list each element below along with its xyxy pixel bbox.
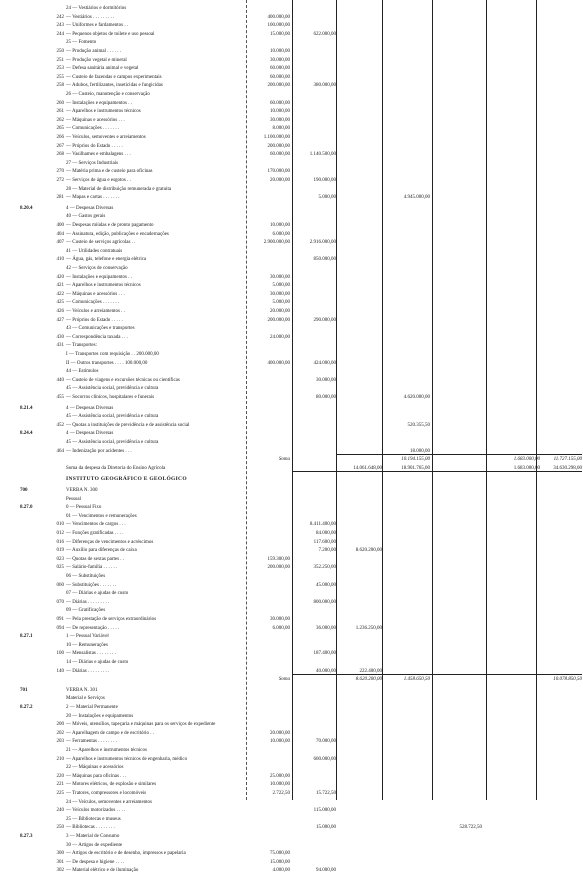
item-description: 10 — Remunerações bbox=[66, 642, 108, 648]
classification-code: 8.27.2 bbox=[20, 705, 33, 710]
value-col-2: 36.000,00 bbox=[316, 625, 336, 631]
value-col-1: 200.000,00 bbox=[267, 83, 290, 89]
item-description: — Ferramentas . . . . . . . . bbox=[66, 739, 117, 745]
item-number: 420 bbox=[56, 274, 64, 280]
item-description: — De despesa e higiene . . . . bbox=[66, 859, 125, 865]
value-col-4: 1.458.650,50 bbox=[403, 677, 430, 683]
item-description: — Assinatura, edição, publicações e encadernações bbox=[66, 231, 169, 237]
item-number: 070 bbox=[56, 599, 64, 605]
item-description: — Material elétrico e de iluminação bbox=[66, 868, 139, 874]
value-col-7: 11.727.155,00 bbox=[553, 457, 582, 463]
value-col-2: 850.000,00 bbox=[313, 257, 336, 263]
item-description: 21 — Aparelhos e instrumentos técnicos bbox=[66, 748, 147, 753]
item-number: 265 bbox=[56, 126, 64, 132]
value-col-1: 15.000,00 bbox=[270, 859, 290, 865]
item-description: — Uniformes e fardamentos . . bbox=[66, 23, 129, 29]
item-description: — Produção vegetal e mineral bbox=[66, 57, 127, 63]
value-col-2: 800.000,00 bbox=[313, 599, 336, 605]
item-description: — Comunicações . . . . . . . bbox=[66, 126, 120, 132]
soma-label: Soma bbox=[278, 677, 290, 683]
item-number: 455 bbox=[56, 395, 64, 400]
value-col-2: 15.000,00 bbox=[316, 825, 336, 831]
item-number: 094 bbox=[56, 625, 64, 631]
value-col-2: 30.000,00 bbox=[316, 377, 336, 383]
value-col-1: 15.000,00 bbox=[270, 31, 290, 37]
item-description: — Aparelhos e instrumentos técnicos bbox=[66, 283, 141, 289]
item-description: 25 — Bibliotecas e museus bbox=[66, 816, 121, 822]
value-col-4: 520.355,50 bbox=[407, 422, 430, 428]
classification-code: 8.21.4 bbox=[20, 405, 33, 411]
item-description: Soma da despesa da Diretoria do Ensino Agrícola bbox=[66, 465, 166, 471]
value-col-4: 4.620.000,00 bbox=[403, 395, 430, 400]
value-col-1: 10.000,00 bbox=[270, 223, 290, 228]
value-col-1: 20.000,00 bbox=[270, 730, 290, 736]
item-number: 421 bbox=[56, 283, 64, 289]
item-description: 2 — Material Permanente bbox=[66, 705, 118, 710]
item-description: — Artigos de escritório e de desenho, impressos e papelaria bbox=[66, 851, 186, 857]
classification-code: 701 bbox=[20, 687, 28, 693]
value-col-7: 10.078.850,50 bbox=[553, 677, 582, 683]
item-description: 4 — Despesas Diversas bbox=[66, 405, 114, 411]
value-col-2: 15.722,50 bbox=[316, 791, 336, 796]
value-col-1: 159.300,00 bbox=[267, 556, 290, 562]
item-number: 272 bbox=[56, 178, 64, 183]
item-description: VERBA N. 300 bbox=[66, 488, 98, 493]
item-number: 010 bbox=[56, 522, 64, 528]
item-description: — Máquinas para oficinas . . . bbox=[66, 773, 127, 779]
item-description: 45 — Assistência social, previdência e cultura bbox=[66, 386, 159, 392]
item-number: 427 bbox=[56, 317, 64, 323]
item-number: 255 bbox=[56, 74, 64, 80]
value-col-1: 2.900.000,00 bbox=[263, 240, 290, 246]
value-col-2: 5.000,00 bbox=[318, 195, 336, 201]
item-number: 266 bbox=[56, 135, 64, 140]
item-description: 26 — Custeio, manutenção e conservação bbox=[66, 92, 150, 97]
item-description: 28 — Material de distribuição remunerada e gratuita bbox=[66, 186, 172, 192]
item-description: — Diferenças de vencimentos e acréscimos bbox=[66, 539, 154, 545]
value-col-1: 2.722,50 bbox=[272, 791, 290, 796]
ledger-line bbox=[0, 475, 583, 484]
value-col-1: 30.000,00 bbox=[270, 274, 290, 280]
item-number: 430 bbox=[56, 334, 64, 340]
item-number: 400 bbox=[56, 223, 64, 228]
double-rule bbox=[292, 471, 582, 472]
value-col-2: 380.000,00 bbox=[313, 83, 336, 89]
item-description: — Veículos motorizados . . . . bbox=[66, 808, 126, 814]
value-col-1: 30.000,00 bbox=[270, 57, 290, 63]
ledger-line bbox=[0, 675, 583, 684]
classification-code: 8.27.0 bbox=[20, 505, 33, 511]
item-description: — Adubos, fertilizantes, inseticidas e fungicidas bbox=[66, 83, 163, 89]
item-description: INSTITUTO GEOGRÁFICO E GEOLÓGICO bbox=[66, 476, 187, 483]
item-description: — Próprios do Estado . . . . . bbox=[66, 317, 123, 323]
value-col-1: 400.000,00 bbox=[267, 360, 290, 366]
value-col-1: 10.000,00 bbox=[270, 739, 290, 745]
value-col-3: 8.620.200,00 bbox=[355, 548, 382, 554]
item-description: — Substituições . . . . . . . bbox=[66, 582, 117, 588]
item-number: 250 bbox=[56, 825, 64, 831]
value-col-2: 84.000,00 bbox=[316, 531, 336, 536]
value-col-4: 4.945.000,00 bbox=[403, 195, 430, 201]
item-description: — Despesas miúdas e de pronto pagamento bbox=[66, 223, 154, 228]
item-number: 262 bbox=[56, 117, 64, 123]
value-col-6: 1.683.000,00 bbox=[513, 457, 540, 463]
item-number: 260 bbox=[56, 100, 64, 106]
value-col-4: 10.194.155,00 bbox=[401, 457, 430, 463]
item-description: 27 — Serviços Industriais bbox=[66, 160, 119, 166]
value-col-2: 70.000,00 bbox=[316, 739, 336, 745]
item-description: — Salário-família . . . . . . bbox=[66, 565, 118, 571]
value-col-3: 222.400,00 bbox=[359, 668, 382, 674]
item-number: 242 bbox=[56, 14, 64, 20]
item-description: — Custeio de viagens e excursões técnicas ou científicas bbox=[66, 377, 180, 383]
value-col-1: 75.000,00 bbox=[270, 851, 290, 857]
ledger-line bbox=[0, 866, 583, 875]
item-number: 250 bbox=[56, 49, 64, 54]
value-col-1: 10.000,00 bbox=[270, 109, 290, 115]
item-number: 251 bbox=[56, 57, 64, 63]
item-description: — Aparelhos e instrumentos técnicos bbox=[66, 109, 141, 115]
classification-code: 8.20.4 bbox=[20, 205, 33, 211]
value-col-3: 14.061.648,00 bbox=[353, 465, 382, 471]
item-description: — Veículos, semoventes e arreiamentos bbox=[66, 135, 146, 140]
item-number: 016 bbox=[56, 539, 64, 545]
value-col-1: 10.000,00 bbox=[270, 49, 290, 54]
item-description: — Vasilhames e embalagens . . . bbox=[66, 152, 131, 158]
value-col-1: 5.000,00 bbox=[272, 283, 290, 289]
value-col-1: 100.000,00 bbox=[267, 23, 290, 29]
value-col-2: 1.140.500,00 bbox=[309, 152, 336, 158]
item-description: I — Transportes com requisição . . 200.000,00 bbox=[66, 352, 159, 357]
item-number: 267 bbox=[56, 143, 64, 149]
item-description: 4 — Despesas Diversas bbox=[66, 205, 114, 211]
value-col-1: 30.000,00 bbox=[270, 117, 290, 123]
item-number: 300 bbox=[56, 851, 64, 857]
item-description: — Máquinas e acessórios . . . bbox=[66, 291, 125, 297]
item-description: 0 — Pessoal Fixo bbox=[66, 505, 102, 511]
item-description: — Auxílio para diferenças de caixa bbox=[66, 548, 137, 554]
item-number: 404 bbox=[56, 231, 64, 237]
item-number: 243 bbox=[56, 23, 64, 29]
item-number: 200 bbox=[56, 722, 64, 728]
item-number: 440 bbox=[56, 377, 64, 383]
value-col-2: 622.000,00 bbox=[313, 31, 336, 37]
item-description: — Indenização por acidentes . . . bbox=[66, 448, 132, 454]
value-col-4: 18.000,00 bbox=[410, 448, 430, 454]
item-number: 464 bbox=[56, 448, 64, 454]
value-col-1: 6.000,00 bbox=[272, 231, 290, 237]
item-description: 1 — Pessoal Variável bbox=[66, 634, 109, 640]
item-description: 42 — Serviços de conservação bbox=[66, 266, 128, 271]
value-col-2: 2.916.000,00 bbox=[309, 240, 336, 246]
item-description: 30 — Artigos de expediente bbox=[66, 842, 123, 848]
item-number: 407 bbox=[56, 240, 64, 246]
item-number: 281 bbox=[56, 195, 64, 201]
item-description: — Bibliotecas . . . . . . . . bbox=[66, 825, 115, 831]
item-description: — Correspondência taxada . . . bbox=[66, 334, 128, 340]
value-col-1: 10.000,00 bbox=[270, 782, 290, 788]
item-number: 100 bbox=[56, 651, 64, 657]
value-col-7: 34.630.298,00 bbox=[553, 465, 582, 471]
item-description: — Serviços de água e esgotos . . bbox=[66, 178, 131, 183]
value-col-1: 60.000,00 bbox=[270, 100, 290, 106]
item-description: 01 — Vencimentos e remunerações bbox=[66, 513, 137, 519]
item-description: 06 — Substituições bbox=[66, 574, 106, 579]
classification-code: 700 bbox=[20, 488, 28, 493]
item-description: — Defesa sanitária animal e vegetal bbox=[66, 66, 139, 72]
item-description: — Vestiários . . . . . . . . . bbox=[66, 14, 115, 20]
item-description: — Diárias . . . . . . . . . bbox=[66, 668, 110, 674]
item-description: 20 — Instalações e equipamentos bbox=[66, 713, 134, 719]
item-number: 302 bbox=[56, 868, 64, 874]
item-description: — Aparelhagem de campo e de escritório . . bbox=[66, 730, 155, 736]
item-description: — Máquinas e acessórios . . . bbox=[66, 117, 125, 123]
value-col-2: 290.000,00 bbox=[313, 317, 336, 323]
value-col-1: 20.000,00 bbox=[270, 178, 290, 183]
item-description: — Instalações e equipamentos . . bbox=[66, 274, 132, 280]
item-description: 43 — Comunicações e transportes bbox=[66, 326, 135, 332]
item-number: 023 bbox=[56, 556, 64, 562]
item-description: — Móveis, utensílios, tapeçaria e máquinas para os serviços de expediente bbox=[66, 722, 216, 728]
item-number: 268 bbox=[56, 152, 64, 158]
item-description: 40 — Gastos gerais bbox=[66, 214, 106, 220]
item-number: 431 bbox=[56, 343, 64, 349]
item-number: 060 bbox=[56, 582, 64, 588]
ledger-line bbox=[0, 393, 583, 402]
item-number: 221 bbox=[56, 782, 64, 788]
item-description: Material e Serviços bbox=[66, 696, 105, 702]
value-col-1: 30.000,00 bbox=[270, 617, 290, 622]
item-description: — De representação . . . . . bbox=[66, 625, 120, 631]
value-col-2: 94.000,00 bbox=[316, 868, 336, 874]
item-description: — Custeio de fazendas e campos experimentais bbox=[66, 74, 162, 80]
item-description: — Motores elétricos, de explosão e similares bbox=[66, 782, 157, 788]
item-description: — Pequenos objetos de toilete e uso pessoal bbox=[66, 31, 155, 37]
value-col-1: 8.000,00 bbox=[272, 126, 290, 132]
value-col-1: 1.100.000,00 bbox=[263, 135, 290, 140]
item-number: 258 bbox=[56, 83, 64, 89]
value-col-2: 117.600,00 bbox=[313, 539, 336, 545]
value-col-1: 6.000,00 bbox=[272, 625, 290, 631]
value-col-1: 30.000,00 bbox=[270, 291, 290, 297]
value-col-1: 24.000,00 bbox=[270, 334, 290, 340]
value-col-2: 80.000,00 bbox=[316, 395, 336, 400]
item-description: — Custeio de serviços agrícolas . . bbox=[66, 240, 136, 246]
item-number: 426 bbox=[56, 309, 64, 314]
item-description: — Quotas a instituições de previdência e de assistência social bbox=[66, 422, 190, 428]
value-col-1: 200.000,00 bbox=[267, 317, 290, 323]
item-number: 422 bbox=[56, 291, 64, 297]
item-number: 202 bbox=[56, 730, 64, 736]
item-description: — Próprios do Estado . . . . . bbox=[66, 143, 123, 149]
item-number: 301 bbox=[56, 859, 64, 865]
item-number: 019 bbox=[56, 548, 64, 554]
item-description: — Instalações e equipamentos . . bbox=[66, 100, 132, 106]
item-number: 203 bbox=[56, 739, 64, 745]
item-description: 3 — Material de Consumo bbox=[66, 834, 120, 839]
value-col-2: 7.200,00 bbox=[318, 548, 336, 554]
item-description: — Transportes: bbox=[66, 343, 97, 349]
item-description: VERBA N. 301 bbox=[66, 687, 98, 693]
value-col-1: 170.000,00 bbox=[267, 169, 290, 175]
item-number: 410 bbox=[56, 257, 64, 263]
item-description: — Mensalistas . . . . . . . . bbox=[66, 651, 116, 657]
item-description: 14 — Diárias e ajudas de custo bbox=[66, 660, 129, 665]
item-number: 240 bbox=[56, 808, 64, 814]
classification-code: 8.27.3 bbox=[20, 834, 33, 839]
item-description: — Veículos e arreiamentos . . bbox=[66, 309, 125, 314]
item-description: 07 — Diárias e ajudas de custo bbox=[66, 591, 129, 597]
value-col-1: 25.000,00 bbox=[270, 773, 290, 779]
value-col-1: 4.000,00 bbox=[272, 868, 290, 874]
item-description: — Comunicações . . . . . . . bbox=[66, 300, 120, 306]
item-description: 41 — Utilidades contratuais bbox=[66, 248, 123, 254]
item-description: — Quotas de sextas partes . . bbox=[66, 556, 125, 562]
item-description: — Socorros clínicos, hospitalares e funerais bbox=[66, 395, 155, 400]
value-col-2: 190.000,00 bbox=[313, 178, 336, 183]
value-col-2: 40.000,00 bbox=[316, 668, 336, 674]
item-number: 012 bbox=[56, 531, 64, 536]
value-col-5: 528.722,50 bbox=[459, 825, 482, 831]
item-description: II — Outros transportes . . . . 100.000,00 bbox=[66, 360, 148, 366]
classification-code: 8.27.1 bbox=[20, 634, 33, 640]
value-col-1: 60.000,00 bbox=[270, 66, 290, 72]
item-description: — Vencimentos de cargos . . . bbox=[66, 522, 126, 528]
item-description: 25 — Fomento bbox=[66, 40, 97, 46]
item-description: — Aparelhos e instrumentos técnicos de engenharia, médico bbox=[66, 756, 188, 762]
value-col-4: 18.901.765,00 bbox=[401, 465, 430, 471]
classification-code: 8.24.4 bbox=[20, 431, 33, 437]
item-description: 24 — Veículos, semoventes e arreiamentos bbox=[66, 799, 152, 805]
item-description: — Diárias . . . . . . . . . bbox=[66, 599, 110, 605]
value-col-2: 8.411.400,00 bbox=[309, 522, 336, 528]
item-description: — Água, gás, telefone e energia elétrica bbox=[66, 257, 147, 263]
item-description: 45 — Assistência social, previdência e cultura bbox=[66, 440, 159, 445]
item-description: — Tratores, compressores e locomóveis bbox=[66, 791, 147, 796]
item-number: 225 bbox=[56, 791, 64, 796]
value-col-2: 424.000,00 bbox=[313, 360, 336, 366]
value-col-2: 45.000,00 bbox=[316, 582, 336, 588]
item-description: 44 — Estímulos bbox=[66, 369, 99, 375]
item-number: 091 bbox=[56, 617, 64, 622]
value-col-1: 200.000,00 bbox=[267, 565, 290, 571]
item-number: 220 bbox=[56, 773, 64, 779]
item-description: 22 — Máquinas e acessórios bbox=[66, 765, 124, 771]
value-col-3: 1.236.250,00 bbox=[355, 625, 382, 631]
item-number: 452 bbox=[56, 422, 64, 428]
item-description: — Produção animal . . . . . . bbox=[66, 49, 121, 54]
value-col-3: 8.620.200,00 bbox=[355, 677, 382, 683]
soma-label: Soma bbox=[278, 457, 290, 463]
item-description: — Matéria prima e de custeio para oficinas bbox=[66, 169, 153, 175]
item-description: — Pela prestação de serviços extraordinários bbox=[66, 617, 157, 622]
item-description: — Funções gratificadas . . . . bbox=[66, 531, 124, 536]
item-number: 261 bbox=[56, 109, 64, 115]
item-number: 025 bbox=[56, 565, 64, 571]
ledger-line bbox=[0, 193, 583, 202]
item-description: — Mapas e cartas . . . . . . . bbox=[66, 195, 120, 201]
value-col-1: 400.000,00 bbox=[267, 14, 290, 20]
value-col-6: 1.683.000,00 bbox=[513, 465, 540, 471]
value-col-1: 200.000,00 bbox=[267, 143, 290, 149]
item-number: 140 bbox=[56, 668, 64, 674]
value-col-1: 20.000,00 bbox=[270, 309, 290, 314]
item-number: 253 bbox=[56, 66, 64, 72]
value-col-1: 60.000,00 bbox=[270, 74, 290, 80]
item-description: 4 — Despesas Diversas bbox=[66, 431, 114, 437]
value-col-2: 600.000,00 bbox=[313, 756, 336, 762]
item-number: 244 bbox=[56, 31, 64, 37]
value-col-2: 115.000,00 bbox=[313, 808, 336, 814]
item-description: 24 — Vestiários e dormitórios bbox=[66, 6, 127, 11]
item-number: 425 bbox=[56, 300, 64, 306]
item-number: 270 bbox=[56, 169, 64, 175]
value-col-1: 60.000,00 bbox=[270, 152, 290, 158]
value-col-2: 187.400,00 bbox=[313, 651, 336, 657]
item-description: 09 — Gratificações bbox=[66, 608, 106, 614]
value-col-1: 5.000,00 bbox=[272, 300, 290, 306]
item-description: Pessoal bbox=[66, 496, 81, 502]
item-description: 45 — Assistência social, previdência e cultura bbox=[66, 414, 159, 420]
item-number: 210 bbox=[56, 756, 64, 762]
value-col-2: 352.250,00 bbox=[313, 565, 336, 571]
